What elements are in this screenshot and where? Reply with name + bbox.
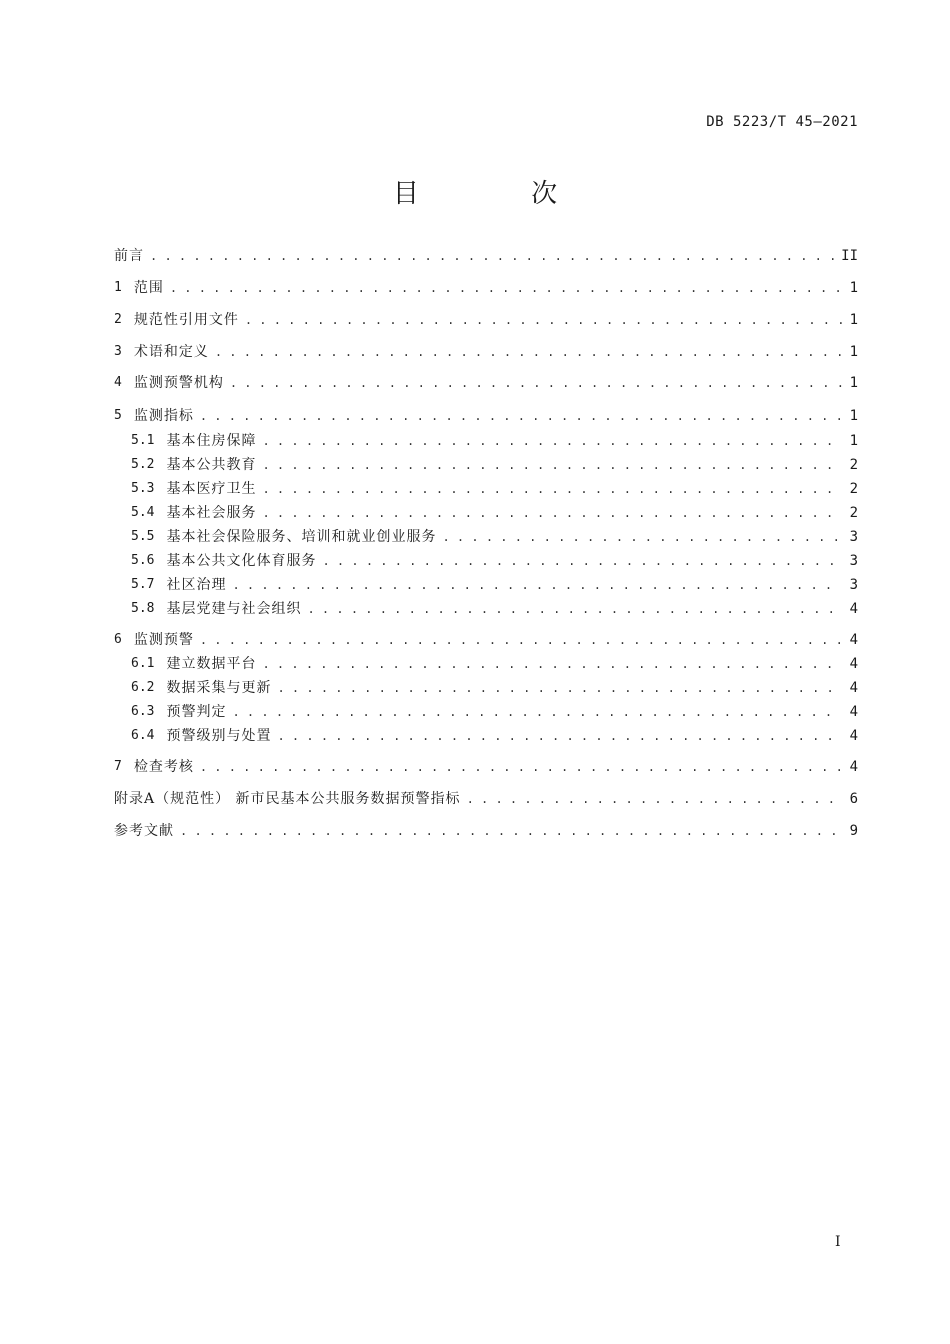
- toc-entry-number: 4: [114, 375, 122, 390]
- toc-leader-dots: [262, 478, 842, 500]
- toc-entry-label: 前言: [114, 248, 144, 264]
- toc-entry-page: 4: [849, 680, 858, 696]
- toc-entry-5-1[interactable]: [131, 430, 858, 452]
- toc-entry-5-2[interactable]: [131, 454, 858, 476]
- toc-entry-page: 1: [849, 280, 858, 296]
- toc-leader-dots: [245, 309, 842, 331]
- toc-leader-dots: [200, 405, 842, 427]
- toc-entry-page: 4: [849, 632, 858, 648]
- page-number: I: [835, 1234, 841, 1250]
- toc-leader-dots: [150, 245, 835, 267]
- toc-leader-dots: [230, 372, 842, 394]
- toc-leader-dots: [200, 756, 842, 778]
- toc-entry-2[interactable]: [114, 309, 858, 331]
- toc-entry-number: 5.6: [131, 553, 155, 568]
- toc-entry-page: 4: [849, 759, 858, 775]
- toc-entry-page: 6: [849, 791, 858, 807]
- toc-entry-label: 检查考核: [133, 759, 194, 775]
- toc-entry-appendix-a[interactable]: [114, 788, 858, 810]
- toc-entry-page: 3: [849, 553, 858, 569]
- toc-entry-label: 附录A（规范性） 新市民基本公共服务数据预警指标: [114, 791, 461, 807]
- toc-entry-label: 基本社会服务: [166, 505, 257, 521]
- toc-leader-dots: [262, 454, 842, 476]
- toc-entry-5-6[interactable]: [131, 550, 858, 572]
- toc-entry-label: 范围: [133, 280, 164, 296]
- toc-entry-page: 4: [849, 728, 858, 744]
- toc-entry-label: 预警判定: [166, 704, 227, 720]
- toc-entry-6-1[interactable]: [131, 653, 858, 675]
- toc-entry-references[interactable]: [114, 820, 858, 842]
- toc-entry-number: 5: [114, 408, 122, 423]
- toc-entry-5-8[interactable]: [131, 598, 858, 620]
- toc-entry-7[interactable]: [114, 756, 858, 778]
- toc-entry-label: 规范性引用文件: [133, 312, 239, 328]
- toc-entry-number: 6.3: [131, 704, 155, 719]
- toc-entry-label: 建立数据平台: [166, 656, 257, 672]
- toc-entry-page: 2: [849, 481, 858, 497]
- toc-entry-page: 1: [849, 375, 858, 391]
- toc-entry-preface[interactable]: [114, 245, 858, 267]
- toc-entry-label: 术语和定义: [133, 344, 209, 360]
- toc-leader-dots: [442, 526, 842, 548]
- toc-entry-3[interactable]: [114, 341, 858, 363]
- toc-entry-number: 7: [114, 759, 122, 774]
- toc-entry-number: 3: [114, 344, 122, 359]
- toc-entry-5-7[interactable]: [131, 574, 858, 596]
- toc-entry-label: 监测预警: [133, 632, 194, 648]
- toc-entry-number: 6: [114, 632, 122, 647]
- toc-entry-page: II: [841, 248, 858, 264]
- toc-leader-dots: [232, 574, 842, 596]
- toc-entry-label: 基本公共教育: [166, 457, 257, 473]
- toc-entry-number: 6.4: [131, 728, 155, 743]
- toc-entry-number: 1: [114, 280, 122, 295]
- toc-leader-dots: [467, 788, 842, 810]
- toc-entry-label: 社区治理: [166, 577, 227, 593]
- toc-entry-page: 2: [849, 457, 858, 473]
- toc-entry-label: 基本住房保障: [166, 433, 257, 449]
- toc-entry-number: 5.5: [131, 529, 155, 544]
- toc-entry-label: 预警级别与处置: [166, 728, 272, 744]
- toc-leader-dots: [322, 550, 842, 572]
- toc-entry-number: 5.4: [131, 505, 155, 520]
- toc-entry-page: 1: [849, 344, 858, 360]
- toc-entry-label: 基本公共文化体育服务: [166, 553, 317, 569]
- toc-entry-4[interactable]: [114, 372, 858, 394]
- toc-entry-6-2[interactable]: [131, 677, 858, 699]
- toc-entry-5-3[interactable]: [131, 478, 858, 500]
- toc-entry-page: 9: [849, 823, 858, 839]
- toc-entry-label: 基本社会保险服务、培训和就业创业服务: [166, 529, 437, 545]
- toc-entry-1[interactable]: [114, 277, 858, 299]
- toc-entry-6-4[interactable]: [131, 725, 858, 747]
- toc-leader-dots: [262, 653, 842, 675]
- toc-entry-label: 基本医疗卫生: [166, 481, 257, 497]
- toc-entry-number: 5.3: [131, 481, 155, 496]
- toc-leader-dots: [277, 725, 842, 747]
- toc-entry-6-3[interactable]: [131, 701, 858, 723]
- toc-entry-label: 监测指标: [133, 408, 194, 424]
- toc-entry-number: 5.8: [131, 601, 155, 616]
- toc-entry-6[interactable]: [114, 629, 858, 651]
- toc-entry-number: 5.2: [131, 457, 155, 472]
- toc-leader-dots: [277, 677, 842, 699]
- toc-entry-page: 3: [849, 529, 858, 545]
- toc-entry-number: 6.2: [131, 680, 155, 695]
- toc-leader-dots: [262, 430, 842, 452]
- toc-entry-number: 5.1: [131, 433, 155, 448]
- document-code: DB 5223/T 45—2021: [706, 114, 858, 130]
- toc-entry-label: 基层党建与社会组织: [166, 601, 302, 617]
- toc-leader-dots: [232, 701, 842, 723]
- toc-leader-dots: [200, 629, 842, 651]
- toc-leader-dots: [180, 820, 842, 842]
- toc-entry-5-4[interactable]: [131, 502, 858, 524]
- toc-entry-page: 1: [849, 312, 858, 328]
- toc-entry-page: 1: [849, 408, 858, 424]
- toc-entry-number: 2: [114, 312, 122, 327]
- toc-leader-dots: [307, 598, 842, 620]
- toc-entry-page: 1: [849, 433, 858, 449]
- toc-entry-label: 监测预警机构: [133, 375, 224, 391]
- toc-entry-5-5[interactable]: [131, 526, 858, 548]
- toc-entry-page: 3: [849, 577, 858, 593]
- toc-entry-page: 4: [849, 656, 858, 672]
- page-title: 目 次: [392, 179, 610, 210]
- toc-leader-dots: [262, 502, 842, 524]
- toc-entry-label: 数据采集与更新: [166, 680, 272, 696]
- toc-entry-page: 4: [849, 704, 858, 720]
- toc-entry-page: 2: [849, 505, 858, 521]
- toc-leader-dots: [170, 277, 842, 299]
- toc-entry-number: 5.7: [131, 577, 155, 592]
- toc-entry-number: 6.1: [131, 656, 155, 671]
- toc-leader-dots: [215, 341, 842, 363]
- toc-entry-5[interactable]: [114, 405, 858, 427]
- toc-entry-label: 参考文献: [114, 823, 174, 839]
- toc-entry-page: 4: [849, 601, 858, 617]
